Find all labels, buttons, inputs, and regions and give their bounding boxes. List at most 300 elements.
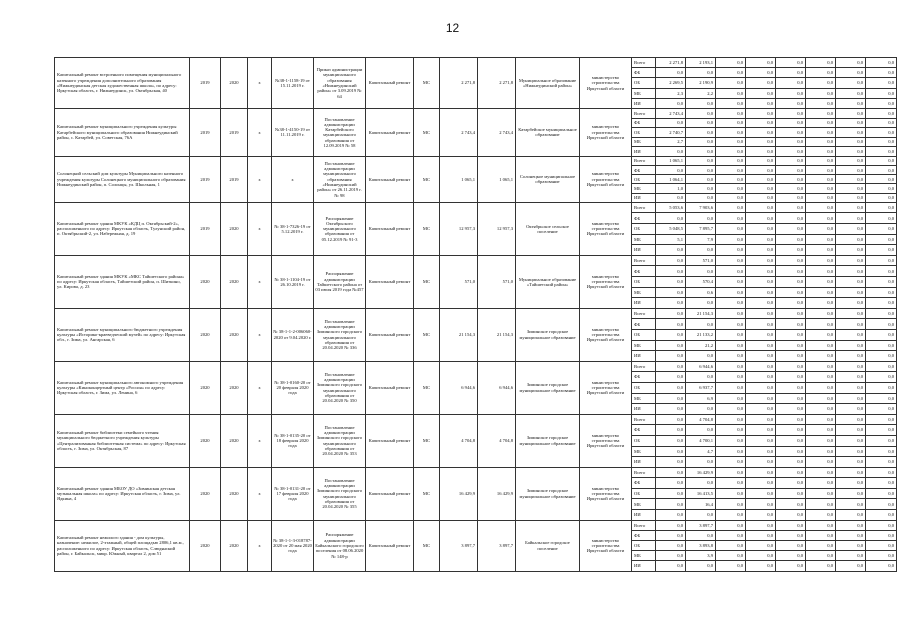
funding-value: 0,0: [836, 175, 866, 184]
funding-value: 0,0: [806, 184, 836, 193]
funding-value: 0,0: [806, 108, 836, 118]
funding-value: 0,0: [716, 499, 746, 510]
funding-value: 0,0: [746, 457, 776, 468]
funding-value: 0,0: [716, 329, 746, 340]
funding-value: 0,0: [836, 277, 866, 288]
funds-manager: министерство строительства Иркутской области: [580, 255, 632, 308]
table-row: [55, 156, 897, 165]
funding-value: 16 429,9: [686, 467, 716, 478]
table-row: [55, 255, 897, 266]
funding-value: 0,0: [716, 351, 746, 362]
funding-value: 0,0: [716, 425, 746, 436]
work-type: Капитальный ремонт: [366, 308, 414, 361]
work-type: Капитальный ремонт: [366, 156, 414, 202]
end-year: 2020: [221, 58, 248, 109]
funding-source: ОБ: [632, 488, 656, 499]
funding-value: 0,0: [686, 68, 716, 78]
decision-cell: Постановление администрации Зиминского городского муниципального образования от 20.04.2020 № 355: [314, 467, 366, 520]
funding-value: 0,0: [656, 425, 686, 436]
funding-value: 0,0: [776, 351, 806, 362]
decision-cell: Постановление администрации Катарбейского муниципального образования от 12.09.2019 № 58: [314, 108, 366, 156]
funding-value: 0,0: [866, 425, 897, 436]
funding-value: 0,0: [746, 351, 776, 362]
ownership: МС: [414, 361, 440, 414]
funding-value: 0,0: [656, 319, 686, 330]
remaining-cost: 12 957,3: [478, 202, 516, 255]
funding-value: 0,0: [866, 393, 897, 404]
funding-value: 4,7: [686, 446, 716, 457]
funding-value: 0,0: [656, 147, 686, 157]
funding-value: 0,0: [716, 298, 746, 309]
funding-value: 0,0: [836, 319, 866, 330]
funding-value: 0,0: [866, 372, 897, 383]
estimated-cost: 6 944,6: [440, 361, 478, 414]
funding-value: 6 937,7: [686, 382, 716, 393]
end-year: 2020: [221, 467, 248, 520]
start-year: 2020: [190, 361, 221, 414]
estimated-cost: 12 957,3: [440, 202, 478, 255]
funding-value: 0,0: [746, 467, 776, 478]
funding-value: 0,0: [806, 425, 836, 436]
funding-value: 0,0: [806, 224, 836, 235]
funds-manager: министерство строительства Иркутской области: [580, 58, 632, 109]
funding-value: 0,0: [836, 329, 866, 340]
funding-value: 0,0: [806, 530, 836, 540]
funding-value: 0,0: [776, 298, 806, 309]
funding-source: ФБ: [632, 372, 656, 383]
end-year: 2020: [221, 361, 248, 414]
funding-value: 0,0: [866, 202, 897, 213]
funding-value: 0,0: [716, 245, 746, 256]
funding-source: Всего: [632, 108, 656, 118]
funding-value: 0,0: [866, 156, 897, 165]
funding-value: 0,0: [776, 499, 806, 510]
funding-value: 0,0: [656, 561, 686, 571]
table-row: [55, 108, 897, 118]
funding-value: 0,0: [806, 340, 836, 351]
funding-value: 0,0: [746, 404, 776, 415]
funds-manager: министерство строительства Иркутской области: [580, 414, 632, 467]
funding-value: 0,0: [836, 118, 866, 128]
funding-value: 0,0: [656, 287, 686, 298]
remaining-cost: 16 429,9: [478, 467, 516, 520]
funding-source: МБ: [632, 137, 656, 147]
funding-value: 0,0: [686, 266, 716, 277]
funding-value: 0,0: [806, 202, 836, 213]
funding-value: 0,0: [746, 561, 776, 571]
work-type: Капитальный ремонт: [366, 361, 414, 414]
funding-value: 0,0: [776, 551, 806, 561]
funding-value: 0,0: [686, 319, 716, 330]
funding-value: 0,0: [746, 175, 776, 184]
mark-cell: х: [248, 156, 272, 202]
funding-value: 0,0: [686, 510, 716, 521]
funding-value: 0,0: [866, 184, 897, 193]
funding-value: 0,0: [836, 234, 866, 245]
funding-value: 16,4: [686, 499, 716, 510]
customer-cell: Октябрьское сельское поселение: [516, 202, 580, 255]
funding-value: 0,0: [686, 530, 716, 540]
funding-value: 0,0: [746, 488, 776, 499]
funding-value: 0,0: [776, 245, 806, 256]
funding-value: 0,0: [806, 193, 836, 202]
funding-source: ФБ: [632, 213, 656, 224]
remaining-cost: 21 154,3: [478, 308, 516, 361]
funding-source: МБ: [632, 184, 656, 193]
funding-value: 0,0: [806, 266, 836, 277]
funding-value: 5 053,6: [656, 202, 686, 213]
funding-value: 0,0: [836, 446, 866, 457]
remaining-cost: 1 065,1: [478, 156, 516, 202]
funding-value: 0,0: [656, 166, 686, 175]
customer-cell: Байкальское городское поселение: [516, 520, 580, 571]
funding-value: 0,0: [866, 78, 897, 88]
funding-value: 0,0: [746, 147, 776, 157]
end-year: 2019: [221, 156, 248, 202]
funding-value: 0,0: [776, 435, 806, 446]
funding-value: 0,0: [716, 156, 746, 165]
decision-cell: Постановление администрации Зиминского городского муниципального образования от 20.04.2020 № 350: [314, 361, 366, 414]
funding-value: 0,0: [866, 329, 897, 340]
funding-value: 0,0: [866, 561, 897, 571]
funding-value: 2,3: [656, 88, 686, 98]
funding-source: ИИ: [632, 561, 656, 571]
expertise-cell: №38-1-1158-19 от 15.11.2019 г.: [272, 58, 314, 109]
funding-source: ИИ: [632, 351, 656, 362]
funding-value: 0,0: [656, 488, 686, 499]
funding-value: 0,0: [836, 361, 866, 372]
funding-value: 570,4: [686, 277, 716, 288]
funding-value: 0,0: [866, 308, 897, 319]
funding-value: 0,0: [836, 137, 866, 147]
funding-value: 0,0: [686, 137, 716, 147]
customer-cell: Зиминское городское муниципальное образование: [516, 414, 580, 467]
funding-value: 0,0: [776, 530, 806, 540]
funding-value: 0,0: [776, 147, 806, 157]
customer-cell: Муниципальное образование «Тайшетский район»: [516, 255, 580, 308]
funding-value: 0,0: [716, 372, 746, 383]
funding-value: 0,0: [746, 361, 776, 372]
funding-value: 0,0: [656, 435, 686, 446]
funding-value: 21,2: [686, 340, 716, 351]
page-number: 12: [445, 21, 460, 35]
funding-value: 0,0: [686, 372, 716, 383]
funding-value: 0,0: [716, 340, 746, 351]
funding-value: 0,0: [836, 382, 866, 393]
object-name: Капитальный ремонт здания МБОУ ДО «Зиминская детская музыкальная школа» по адресу: Иркутская область, г. Зима, ул. Ядкина, 4: [55, 467, 190, 520]
funding-value: 0,0: [746, 234, 776, 245]
funding-value: 0,0: [746, 166, 776, 175]
funding-value: 0,0: [866, 213, 897, 224]
funding-value: 0,0: [686, 561, 716, 571]
funding-value: 0,0: [776, 404, 806, 415]
funding-value: 0,6: [686, 287, 716, 298]
funding-value: 0,0: [746, 68, 776, 78]
decision-cell: Приказ администрации муниципального образования «Нижнеудинский район» от 3.09.2019 № 64: [314, 58, 366, 109]
funding-value: 21 154,3: [686, 308, 716, 319]
funding-value: 0,0: [656, 98, 686, 108]
funding-value: 0,0: [716, 287, 746, 298]
table-row: [55, 58, 897, 68]
funding-value: 0,0: [836, 287, 866, 298]
object-name: Капитальный ремонт здания МКУК «КДЦ п. Октябрьский-2», расположенного по адресу: Иркутская область, Тулунский район, п. Октябрьский-2, ул. Набережная, д. 19: [55, 202, 190, 255]
funding-source: Всего: [632, 308, 656, 319]
mark-cell: х: [248, 467, 272, 520]
funding-value: 0,0: [746, 298, 776, 309]
estimated-cost: 21 154,3: [440, 308, 478, 361]
funding-value: 0,0: [716, 414, 746, 425]
funding-value: 0,0: [686, 184, 716, 193]
funding-value: 0,0: [836, 499, 866, 510]
funding-value: 0,0: [746, 202, 776, 213]
mark-cell: х: [248, 108, 272, 156]
funding-value: 0,0: [716, 108, 746, 118]
ownership: МС: [414, 108, 440, 156]
funding-value: 571,0: [686, 255, 716, 266]
funding-value: 0,0: [776, 213, 806, 224]
funding-source: ИИ: [632, 298, 656, 309]
funding-value: 0,0: [776, 425, 806, 436]
funding-value: 0,0: [746, 58, 776, 68]
funding-value: 0,0: [806, 68, 836, 78]
funds-manager: министерство строительства Иркутской области: [580, 156, 632, 202]
funding-value: 0,0: [866, 404, 897, 415]
funding-value: 0,0: [656, 277, 686, 288]
funding-value: 0,0: [746, 382, 776, 393]
funding-value: 0,0: [806, 287, 836, 298]
estimated-cost: 4 704,8: [440, 414, 478, 467]
end-year: 2020: [221, 520, 248, 571]
funding-value: 0,0: [716, 255, 746, 266]
funding-value: 0,0: [776, 457, 806, 468]
funding-value: 0,0: [866, 193, 897, 202]
funding-value: 0,0: [806, 541, 836, 551]
funding-value: 0,0: [836, 166, 866, 175]
funding-value: 0,0: [746, 156, 776, 165]
funding-value: 0,0: [866, 277, 897, 288]
funding-value: 0,0: [776, 340, 806, 351]
funding-value: 0,0: [776, 382, 806, 393]
funding-value: 0,0: [716, 510, 746, 521]
funding-value: 0,0: [866, 245, 897, 256]
funding-value: 0,0: [806, 147, 836, 157]
funding-source: ФБ: [632, 166, 656, 175]
expertise-cell: № 38-1-0160-20 от 20 февраля 2020 года: [272, 361, 314, 414]
table-row: [55, 308, 897, 319]
funding-value: 0,0: [686, 108, 716, 118]
funding-value: 0,0: [806, 277, 836, 288]
funding-value: 4 700,1: [686, 435, 716, 446]
funding-value: 0,0: [716, 234, 746, 245]
start-year: 2020: [190, 414, 221, 467]
funding-value: 0,0: [806, 118, 836, 128]
funding-value: 5 048,5: [656, 224, 686, 235]
funding-value: 0,0: [716, 319, 746, 330]
funding-value: 0,0: [656, 382, 686, 393]
funding-value: 0,0: [806, 98, 836, 108]
funding-value: 0,0: [746, 213, 776, 224]
funding-value: 0,0: [746, 499, 776, 510]
funding-value: 0,0: [866, 234, 897, 245]
funding-value: 21 133,2: [686, 329, 716, 340]
funding-value: 0,0: [836, 372, 866, 383]
funding-source: Всего: [632, 414, 656, 425]
funding-value: 0,0: [746, 108, 776, 118]
decision-cell: Постановление администрации Зиминского городского муниципального образования от 20.04.2020 № 353: [314, 414, 366, 467]
funding-value: 0,0: [806, 255, 836, 266]
funding-value: 0,0: [836, 68, 866, 78]
funding-value: 0,0: [746, 372, 776, 383]
funding-value: 0,0: [836, 393, 866, 404]
funding-value: 2,2: [686, 88, 716, 98]
funding-value: 0,0: [866, 175, 897, 184]
funding-value: 0,0: [836, 156, 866, 165]
funding-value: 0,0: [776, 266, 806, 277]
funding-value: 0,0: [746, 255, 776, 266]
remaining-cost: 2 743,4: [478, 108, 516, 156]
end-year: 2019: [221, 108, 248, 156]
start-year: 2019: [190, 202, 221, 255]
ownership: МС: [414, 414, 440, 467]
funding-value: 0,0: [806, 457, 836, 468]
funding-value: 0,0: [836, 510, 866, 521]
start-year: 2019: [190, 58, 221, 109]
funding-value: 0,0: [866, 488, 897, 499]
funding-value: 0,0: [776, 488, 806, 499]
funding-value: 0,0: [716, 457, 746, 468]
customer-cell: Зиминское городское муниципальное образование: [516, 361, 580, 414]
funding-value: 0,0: [776, 137, 806, 147]
funding-value: 2 740,7: [656, 128, 686, 138]
funding-value: 0,0: [866, 510, 897, 521]
funding-value: 0,0: [836, 128, 866, 138]
funding-value: 0,0: [656, 308, 686, 319]
funding-value: 1,0: [656, 184, 686, 193]
funding-value: 0,0: [836, 530, 866, 540]
funding-source: МБ: [632, 499, 656, 510]
object-name: Капитальный ремонт муниципального учреждения культуры Катарбейского муниципального образования Нижнеудинский район, с. Катарбей, ул. Советская, 76А: [55, 108, 190, 156]
table-row: [55, 361, 897, 372]
object-name: Капитальный ремонт здания МКУК «МКС Тайшетского района» по адресу: Иркутская область, Тайшетский район, п. Шиткино, ул. Кирова, д. 23: [55, 255, 190, 308]
funding-value: 0,0: [746, 245, 776, 256]
funds-manager: министерство строительства Иркутской области: [580, 520, 632, 571]
funding-value: 0,0: [806, 58, 836, 68]
funds-manager: министерство строительства Иркутской области: [580, 308, 632, 361]
table-row: [55, 202, 897, 213]
expertise-cell: № 38-1-1-3-018787-2020 от 20 мая 2020 года: [272, 520, 314, 571]
funding-value: 0,0: [746, 425, 776, 436]
funding-value: 0,0: [716, 530, 746, 540]
funding-value: 0,0: [686, 147, 716, 157]
funding-value: 0,0: [806, 308, 836, 319]
ownership: МС: [414, 202, 440, 255]
funding-value: 0,0: [776, 224, 806, 235]
funding-source: ОБ: [632, 224, 656, 235]
funds-manager: министерство строительства Иркутской области: [580, 361, 632, 414]
funding-value: 0,0: [776, 393, 806, 404]
funding-value: 0,0: [746, 478, 776, 489]
funding-value: 0,0: [746, 266, 776, 277]
mark-cell: х: [248, 255, 272, 308]
funding-value: 0,0: [836, 425, 866, 436]
end-year: 2020: [221, 255, 248, 308]
funding-value: 0,0: [656, 213, 686, 224]
funding-source: ИИ: [632, 245, 656, 256]
funding-value: 0,0: [716, 561, 746, 571]
funding-value: 0,0: [656, 351, 686, 362]
funding-value: 0,0: [746, 98, 776, 108]
funding-source: ФБ: [632, 425, 656, 436]
expertise-cell: х: [272, 156, 314, 202]
funding-value: 0,0: [686, 404, 716, 415]
funding-value: 0,0: [716, 147, 746, 157]
funding-value: 0,0: [776, 156, 806, 165]
table-row: [55, 467, 897, 478]
funding-value: 0,0: [866, 108, 897, 118]
expertise-cell: № 38-1-7326-19 от 5.12.2019 г.: [272, 202, 314, 255]
ownership: МС: [414, 308, 440, 361]
funding-value: 0,0: [656, 298, 686, 309]
funding-source: МБ: [632, 234, 656, 245]
funding-value: 0,0: [836, 308, 866, 319]
funding-value: 0,0: [866, 382, 897, 393]
funding-value: 0,0: [656, 446, 686, 457]
funding-value: 0,0: [836, 224, 866, 235]
funding-value: 0,0: [866, 128, 897, 138]
funding-value: 0,0: [656, 530, 686, 540]
expertise-cell: № 38-1-0135-20 от 18 февраля 2020 года: [272, 414, 314, 467]
funding-source: Всего: [632, 202, 656, 213]
funding-value: 0,0: [716, 58, 746, 68]
funding-source: Всего: [632, 156, 656, 165]
ownership: МС: [414, 467, 440, 520]
funding-value: 0,0: [716, 382, 746, 393]
funding-value: 0,0: [776, 128, 806, 138]
funding-source: Всего: [632, 467, 656, 478]
funding-value: 0,0: [806, 351, 836, 362]
funding-value: 0,0: [866, 551, 897, 561]
funding-value: 2 743,4: [656, 108, 686, 118]
end-year: 2020: [221, 414, 248, 467]
funding-value: 0,0: [836, 488, 866, 499]
funding-value: 0,0: [836, 202, 866, 213]
customer-cell: Катарбейское муниципальное образование: [516, 108, 580, 156]
funding-value: 0,0: [746, 287, 776, 298]
funding-source: Всего: [632, 361, 656, 372]
funding-value: 0,0: [866, 118, 897, 128]
funding-value: 2 190,9: [686, 78, 716, 88]
funding-value: 0,0: [686, 213, 716, 224]
funding-value: 0,0: [776, 361, 806, 372]
funding-value: 0,0: [776, 329, 806, 340]
funding-source: ИИ: [632, 510, 656, 521]
funding-value: 2 269,5: [656, 78, 686, 88]
funding-value: 0,0: [716, 98, 746, 108]
funding-value: 0,0: [806, 435, 836, 446]
funding-value: 0,0: [656, 340, 686, 351]
customer-cell: Муниципальное образование «Нижнеудинский район»: [516, 58, 580, 109]
funding-source: ОБ: [632, 128, 656, 138]
funding-value: 0,0: [836, 561, 866, 571]
funds-manager: министерство строительства Иркутской области: [580, 108, 632, 156]
remaining-cost: 4 704,8: [478, 414, 516, 467]
funding-value: 0,0: [686, 193, 716, 202]
funding-value: 0,0: [866, 255, 897, 266]
funding-value: 0,0: [806, 298, 836, 309]
funding-value: 0,0: [656, 499, 686, 510]
funding-value: 0,0: [776, 68, 806, 78]
work-type: Капитальный ремонт: [366, 255, 414, 308]
